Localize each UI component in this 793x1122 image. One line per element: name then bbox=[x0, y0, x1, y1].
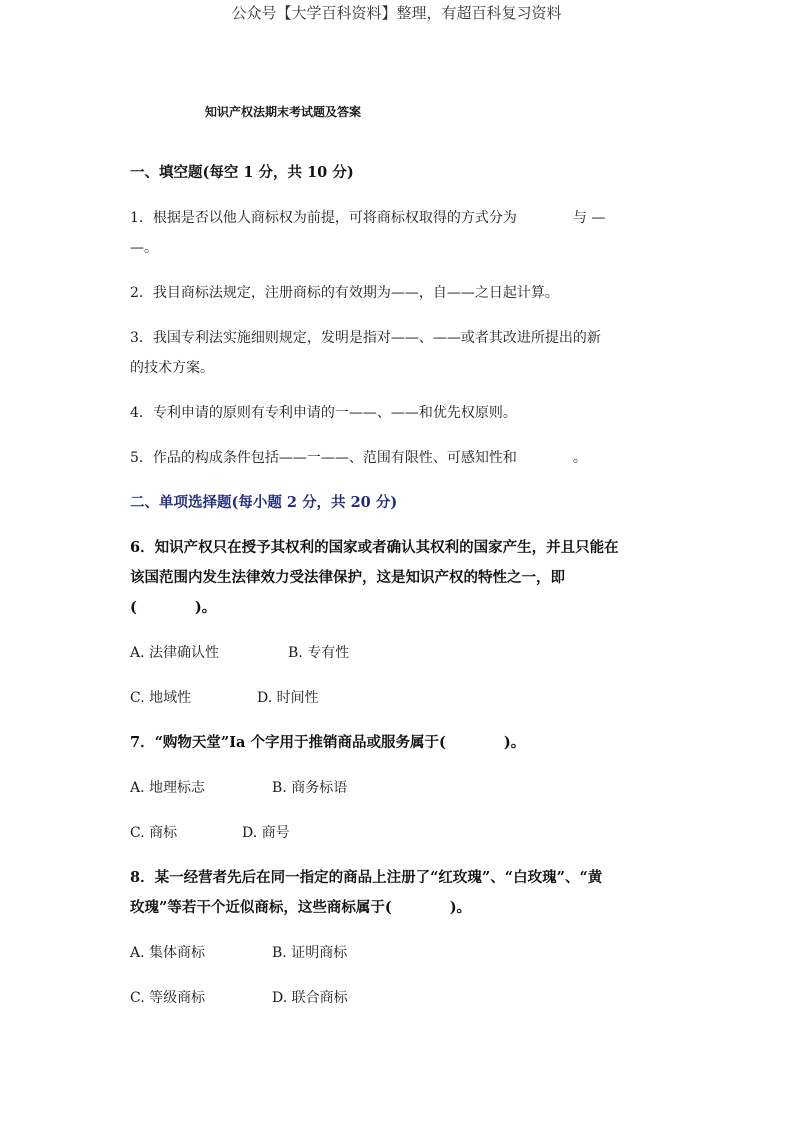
page-header: 公众号【大学百科资料】整理，有超百科复习资料 bbox=[231, 4, 562, 22]
question-8-options-row-2 bbox=[130, 983, 670, 1013]
option-c: C. 等级商标 bbox=[130, 990, 206, 1006]
option-d: D. 时间性 bbox=[257, 690, 319, 706]
option-a: A. 集体商标 bbox=[130, 945, 206, 961]
question-6-line-1: 6．知识产权只在授予其权利的国家或者确认其权利的国家产生，并且只能在 bbox=[130, 539, 619, 556]
question-8-line-1: 8．某一经营者先后在同一指定的商品上注册了“红玫瑰”、“白玫瑰”、“黄 bbox=[130, 869, 603, 886]
option-b: B. 商务标语 bbox=[272, 780, 348, 796]
fill-item-1-text: 1．根据是否以他人商标权为前提，可将商标权取得的方式分为 bbox=[130, 210, 517, 226]
question-6-line-3: ( )。 bbox=[130, 599, 217, 616]
question-6-options-row-2 bbox=[130, 683, 670, 713]
fill-item-3-line-2: 的技术方案。 bbox=[130, 360, 214, 376]
fill-item-5-tail: 。 bbox=[572, 450, 587, 466]
question-7-options-row-1 bbox=[130, 773, 670, 803]
option-c: C. 地域性 bbox=[130, 690, 192, 706]
question-6-line-2: 该国范围内发生法律效力受法律保护，这是知识产权的特性之一，即 bbox=[130, 569, 565, 586]
section-heading-single-choice: 二、单项选择题(每小题 2 分，共 20 分) bbox=[130, 494, 398, 511]
fill-item-2: 2．我目商标法规定，注册商标的有效期为——，自——之日起计算。 bbox=[130, 285, 559, 301]
fill-item-3-line-1: 3．我国专利法实施细则规定，发明是指对——、——或者其改进所提出的新 bbox=[130, 330, 601, 346]
option-b: B. 专有性 bbox=[288, 645, 350, 661]
fill-item-5 bbox=[130, 443, 670, 473]
fill-item-1-line-2: —。 bbox=[130, 240, 158, 256]
question-8-options-row-1 bbox=[130, 938, 670, 968]
option-d: D. 联合商标 bbox=[272, 990, 348, 1006]
fill-item-4: 4．专利申请的原则有专利申请的一——、——和优先权原则。 bbox=[130, 405, 517, 421]
option-a: A. 法律确认性 bbox=[130, 645, 220, 661]
document-title: 知识产权法期末考试题及答案 bbox=[205, 105, 362, 119]
question-7: 7．“购物天堂”Ia 个字用于推销商品或服务属于( )。 bbox=[130, 734, 526, 751]
fill-item-5-text: 5．作品的构成条件包括——一——、范围有限性、可感知性和 bbox=[130, 450, 517, 466]
option-a: A. 地理标志 bbox=[130, 780, 206, 796]
fill-item-1-mid: 与 — bbox=[572, 210, 606, 226]
option-b: B. 证明商标 bbox=[272, 945, 348, 961]
option-d: D. 商号 bbox=[242, 825, 290, 841]
section-heading-fill-in: 一、填空题(每空 1 分，共 10 分) bbox=[130, 164, 354, 181]
fill-item-1-line-1 bbox=[130, 203, 670, 233]
question-7-options-row-2 bbox=[130, 818, 670, 848]
question-6-options-row-1 bbox=[130, 638, 670, 668]
option-c: C. 商标 bbox=[130, 825, 178, 841]
question-8-line-2: 玫瑰”等若干个近似商标，这些商标属于( )。 bbox=[130, 899, 472, 916]
